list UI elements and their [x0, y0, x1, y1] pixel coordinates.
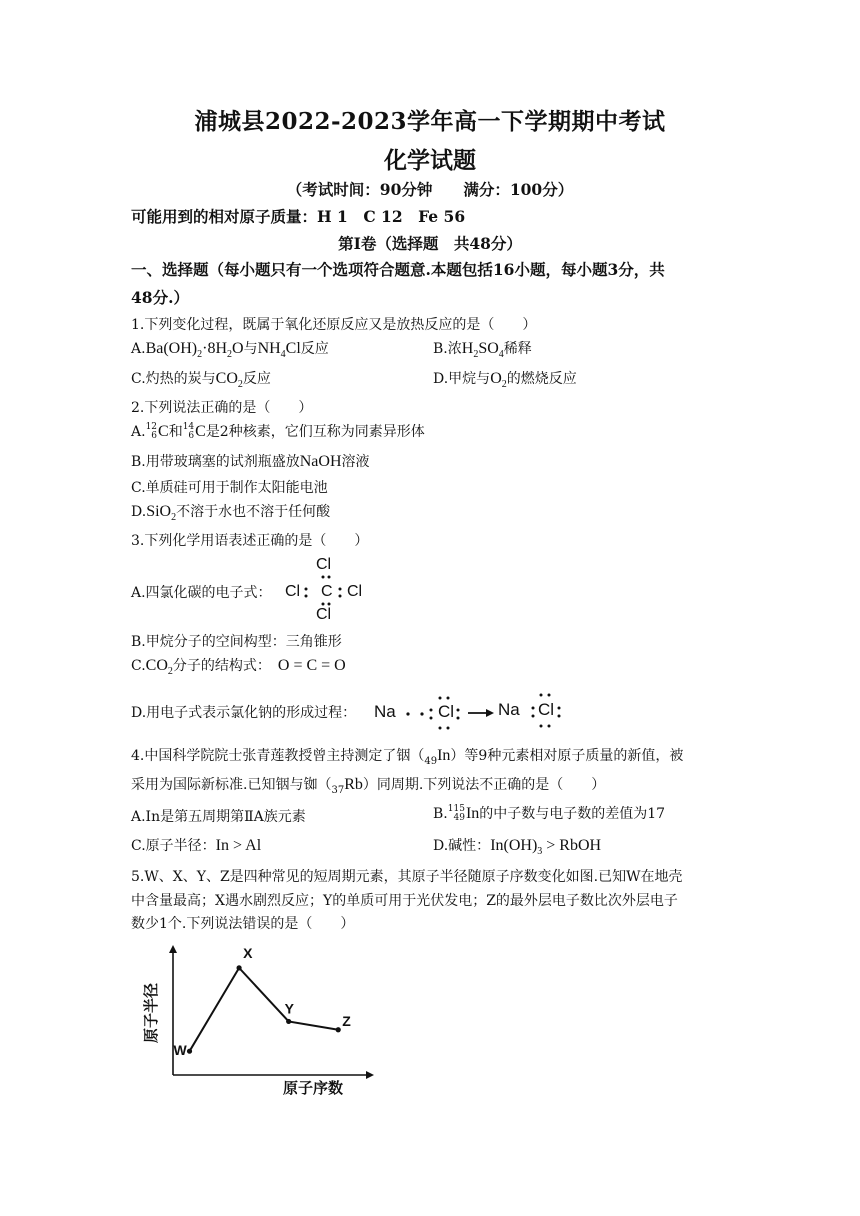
q2-stem: 2.下列说法正确的是（ ）	[131, 400, 313, 416]
x-axis-label: 原子序数	[283, 1080, 344, 1097]
q5-stem-line2: 中含量最高；X遇水剧烈反应；Y的单质可用于光伏发电；Z的最外层电子数比次外层电子	[131, 893, 678, 909]
point-label-x: X	[243, 944, 253, 961]
nacl-formation	[372, 690, 572, 730]
q5-stem-line3: 数少1个.下列说法错误的是（ ）	[131, 916, 355, 932]
q3-option-a: A.四氯化碳的电子式：	[131, 585, 272, 601]
atomic-radius-chart	[128, 935, 378, 1105]
data-point-y	[286, 1019, 291, 1024]
point-label-w: W	[173, 1042, 187, 1059]
data-point-w	[187, 1049, 192, 1054]
exam-title: 浦城县2022-2023学年高一下学期期中考试	[194, 108, 666, 135]
q3-option-d: D.用电子式表示氯化钠的形成过程：	[131, 705, 357, 721]
volume-heading: 第Ⅰ卷（选择题 共48分）	[338, 234, 522, 253]
q1-stem: 1.下列变化过程，既属于氧化还原反应又是放热反应的是（ ）	[131, 317, 537, 333]
q4-option-d: D.碱性：$In(OH)_3$ > RbOH	[433, 837, 602, 858]
section-heading-line1: 一、选择题（每小题只有一个选项符合题意.本题包括16小题，每小题3分，共	[131, 260, 665, 279]
exam-subtitle: 化学试题	[384, 147, 476, 174]
nacl-na-right: Na	[498, 700, 520, 719]
point-label-y: Y	[284, 1000, 294, 1017]
q4-option-b: B.115 49In的中子数与电子数的差值为17	[433, 804, 666, 823]
nacl-na-left: Na	[374, 702, 396, 721]
q4-stem-line2: 采用为国际新标准.已知铟与铷$(_{37}Rb)$同周期.下列说法不正确的是（ ）	[131, 776, 606, 796]
q1-option-b: B.浓$H_2SO_4$稀释	[433, 340, 532, 361]
nacl-cl-right: Cl	[538, 700, 555, 719]
x-axis-arrow	[366, 1071, 374, 1079]
data-point-x	[236, 965, 241, 970]
ccl4-cl-left: Cl	[285, 583, 301, 600]
data-point-z	[336, 1027, 341, 1032]
q1-option-d: D.甲烷与$O_2$的燃烧反应	[433, 370, 577, 391]
section-heading-line2: 48分.）	[131, 288, 189, 307]
exam-info: （考试时间：90分钟 满分：100分）	[286, 180, 574, 199]
q1-option-c: C.灼热的炭与$CO_2$反应	[131, 370, 271, 391]
ccl4-electron-dots	[283, 556, 369, 628]
q3-stem: 3.下列化学用语表述正确的是（ ）	[131, 533, 369, 549]
ccl4-electron-formula	[283, 556, 369, 626]
nacl-cl-left: Cl	[438, 702, 455, 721]
ccl4-cl-top: Cl	[316, 556, 332, 573]
q3-option-c: $C.CO_2$分子的结构式： O = C = O	[131, 657, 346, 678]
point-label-z: Z	[342, 1012, 351, 1029]
q2-option-d: D.SiO$_2$不溶于水也不溶于任何酸	[131, 503, 331, 524]
ccl4-cl-right: Cl	[347, 583, 363, 600]
y-axis-label	[142, 983, 160, 1043]
q5-stem-line1: 5.W、X、Y、Z是四种常见的短周期元素，其原子半径随原子序数变化如图.已知W在地壳	[131, 869, 683, 885]
q2-option-a: A.12 6C和14 6C是2种核素，它们互称为同素异形体	[131, 422, 425, 441]
q2-option-c: C.单质硅可用于制作太阳能电池	[131, 480, 328, 496]
nacl-electron-dots	[372, 690, 572, 730]
q4-stem-line1: 4.中国科学院院士张青莲教授曾主持测定了铟$(_{49}In)$等9种元素相对原子质量的新值，被	[131, 747, 684, 767]
q4-option-a: A.In是第五周期第ⅡA族元素	[131, 809, 306, 825]
y-axis-label-text: 原子半径	[143, 982, 160, 1044]
ccl4-cl-bottom: Cl	[316, 606, 332, 623]
y-axis-arrow	[169, 945, 177, 953]
q3-option-b: B.甲烷分子的空间构型：三角锥形	[131, 634, 342, 650]
atomic-mass-line: 可能用到的相对原子质量：H 1 C 12 Fe 56	[131, 207, 466, 226]
q4-option-c: C.原子半径：In > Al	[131, 837, 262, 854]
ccl4-c-center: C	[321, 583, 333, 600]
q2-option-b: B.用带玻璃塞的试剂瓶盛放NaOH溶液	[131, 453, 370, 470]
radius-series-line	[190, 968, 339, 1051]
q1-option-a: $A.Ba(OH)_2\cdot 8H_2O$与$NH_4Cl$反应	[131, 340, 329, 361]
